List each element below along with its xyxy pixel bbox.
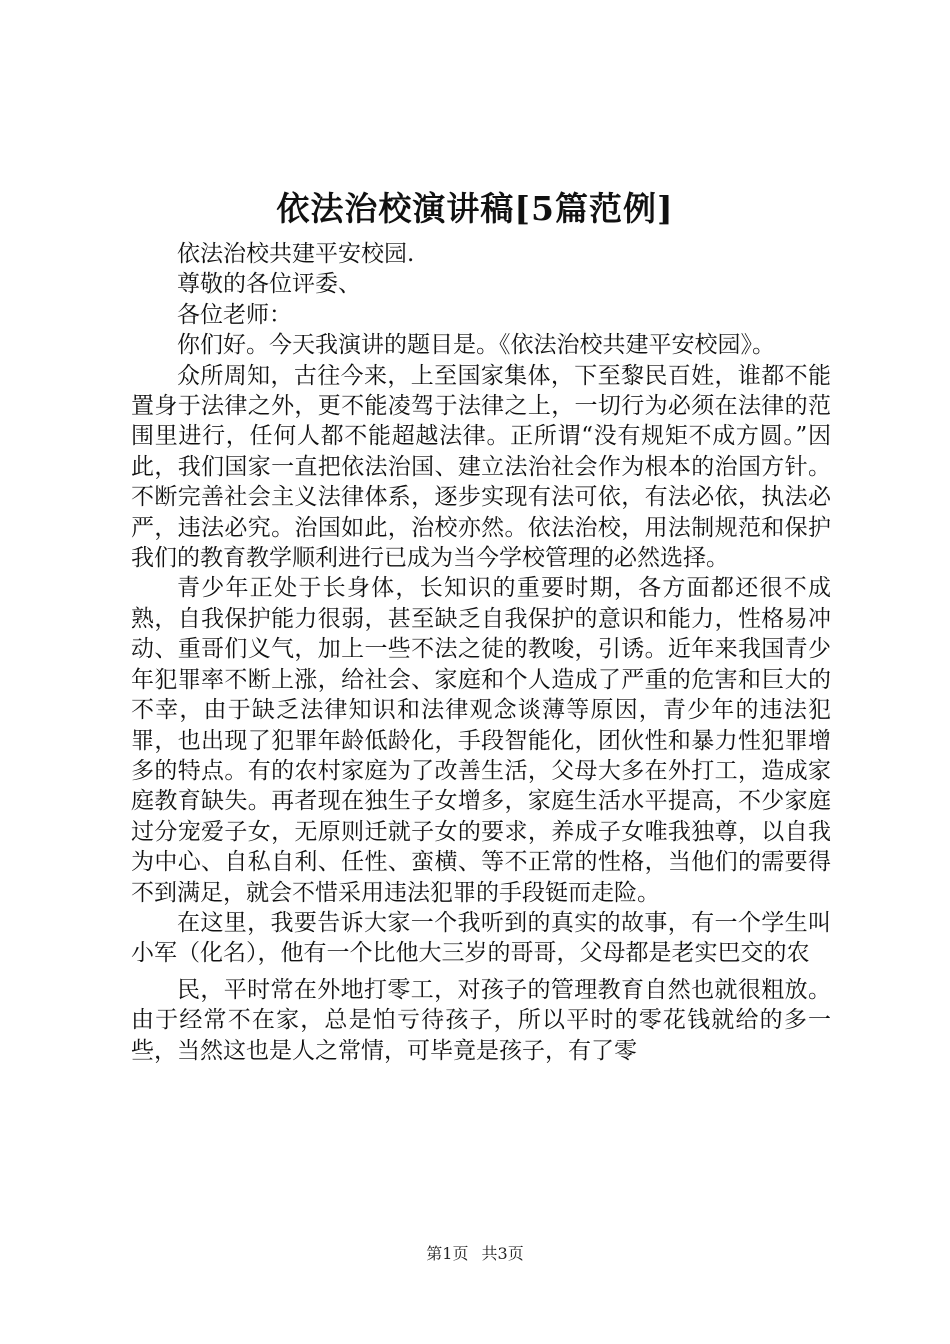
paragraph-greeting: 你们好。今天我演讲的题目是。《依法治校共建平安校园》。	[177, 332, 775, 359]
paragraph-body-2: 青少年正处于长身体，长知识的重要时期，各方面都还很不成熟，自我保护能力很弱，甚至缺乏自我保护的意识和能力，性格易冲动、重哥们义气，加上一些不法之徒的教唆，引诱。近年来我国青少年犯罪率不断上涨，给社会、家庭和个人造成了严重的危害和巨大的不幸，由于缺乏法律知识和法律观念谈薄等原因，青少年的违法犯罪，也出现了犯罪年龄低龄化，手段智能化，团伙性和暴力性犯罪增多的特点。有的农村家庭为了改善生活，父母大多在外打工，造成家庭教育缺失。再者现在独生子女增多，家庭生活水平提高，不少家庭过分宠爱子女，无原则迁就子女的要求，养成子女唯我独尊，以自我为中心、自私自利、任性、蛮横、等不正常的性格，当他们的需要得不到满足，就会不惜采用违法犯罪的手段铤而走险。	[131, 575, 831, 906]
page-footer	[0, 1243, 950, 1265]
paragraph-body-4: 民，平时常在外地打零工，对孩子的管理教育自然也就很粗放。由于经常不在家，总是怕亏待孩子，所以平时的零花钱就给的多一些，当然这也是人之常情，可毕竟是孩子，有了零	[131, 976, 831, 1064]
paragraph-subtitle: 依法治校共建平安校园.	[177, 241, 415, 267]
paragraph-body-1: 众所周知，古往今来，上至国家集体，下至黎民百姓，谁都不能置身于法律之外，更不能凌驾于法律之上，一切行为必须在法律的范围里进行，任何人都不能超越法律。正所谓“没有规矩不成方圆。”因此，我们国家一直把依法治国、建立法治社会作为根本的治国方针。不断完善社会主义法律体系，逐步实现有法可依，有法必依，执法必严，违法必究。治国如此，治校亦然。依法治校，用法制规范和保护我们的教育教学顺利进行已成为当今学校管理的必然选择。	[131, 362, 831, 572]
document-body	[131, 211, 831, 1066]
paragraph-salutation-1: 尊敬的各位评委、	[177, 271, 361, 298]
paragraph-body-3: 在这里，我要告诉大家一个我听到的真实的故事，有一个学生叫小军（化名），他有一个比他大三岁的哥哥，父母都是老实巴交的农	[131, 909, 831, 967]
document-title: 依法治校演讲稿[5篇范例]	[276, 189, 674, 228]
page-total: 共3页	[481, 1244, 524, 1263]
page-number: 第1页	[426, 1244, 469, 1263]
paragraph-salutation-2: 各位老师：	[177, 301, 292, 328]
